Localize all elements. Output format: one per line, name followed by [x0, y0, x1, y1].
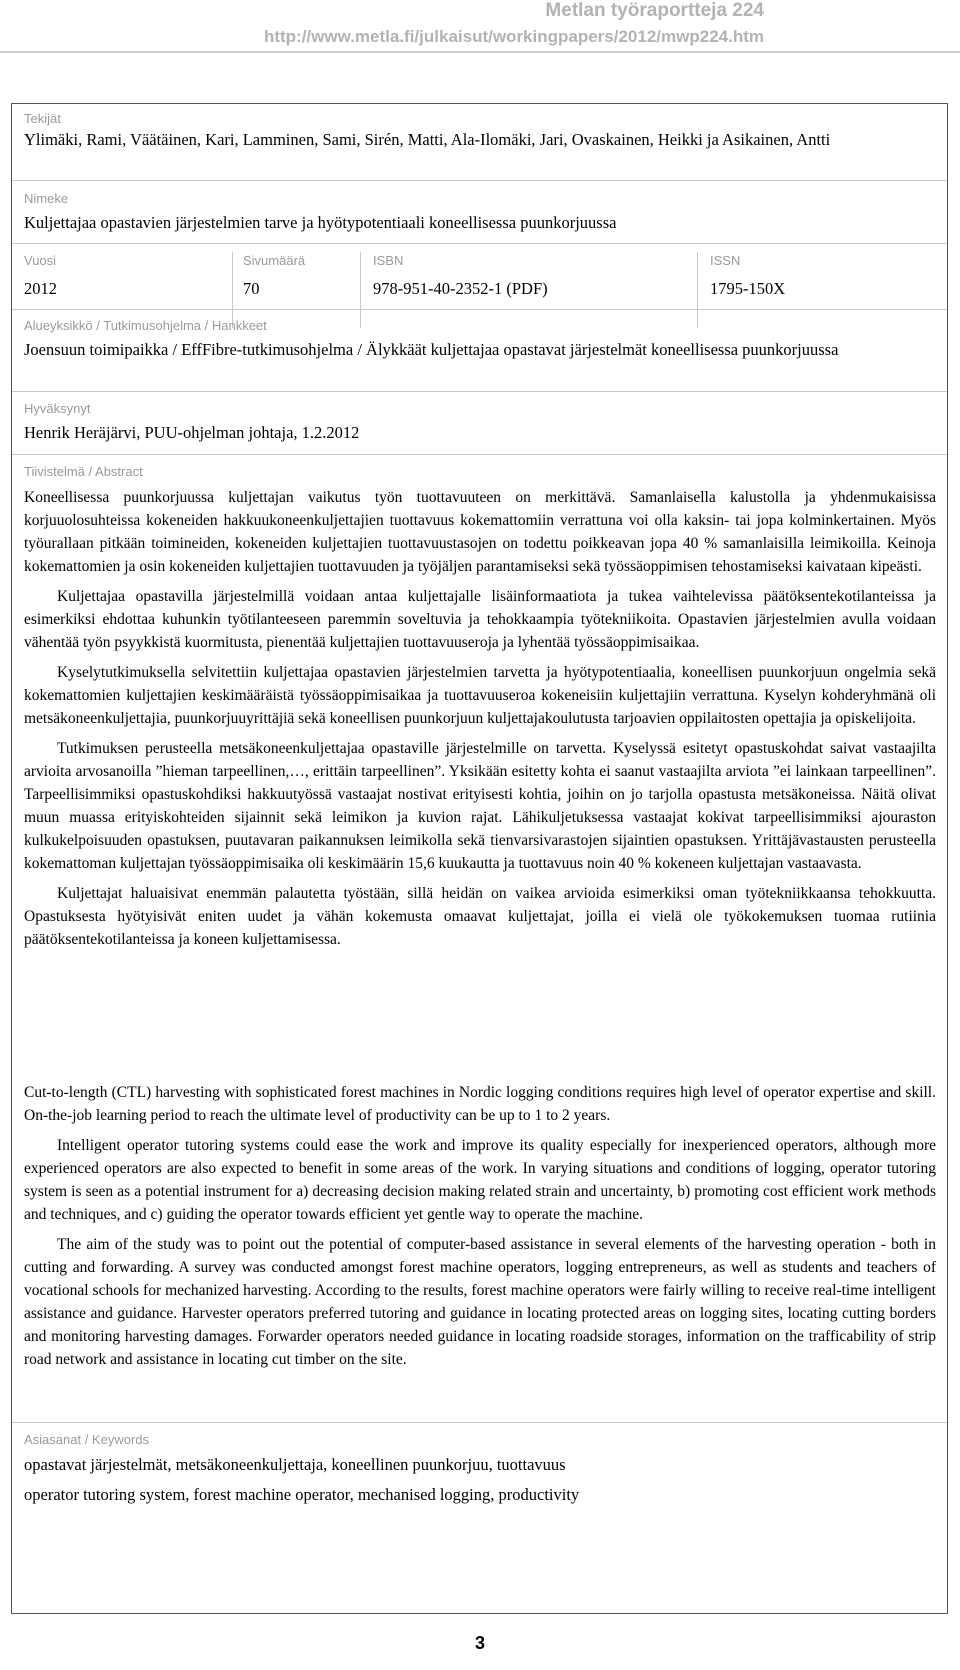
approved-label: Hyväksynyt — [24, 401, 91, 416]
header-divider — [0, 51, 960, 53]
year-cell — [24, 253, 57, 300]
title-label: Nimeke — [24, 191, 69, 206]
abstract-paragraph: Cut-to-length (CTL) harvesting with sophisticated forest machines in Nordic logging conditions requires high level of operator expertise and skill. On-the-job learning period to reach the ultimate level of productivity can be up to 1 to 2 years. — [24, 1084, 936, 1124]
pages-cell — [243, 253, 305, 300]
abstract-finnish — [24, 486, 936, 958]
authors-label: Tekijät — [24, 111, 61, 126]
divider — [12, 454, 947, 455]
divider — [12, 309, 947, 310]
isbn-label: ISBN — [373, 253, 404, 268]
keywords-label: Asiasanat / Keywords — [24, 1432, 150, 1447]
report-url[interactable]: http://www.metla.fi/julkaisut/workingpapers/2012/mwp224.htm — [263, 27, 764, 46]
column-divider — [360, 252, 361, 328]
year-label: Vuosi — [24, 253, 57, 268]
pages-value: 70 — [243, 279, 260, 298]
description-sheet — [11, 103, 948, 1614]
divider — [12, 180, 947, 181]
abstract-paragraph: Koneellisessa puunkorjuussa kuljettajan vaikutus työn tuottavuuteen on merkittävä. Samanlaisella kalustolla ja yhdenmukaisissa korjuuolosuhteissa kokeneiden hakkuukoneenkuljettajien tuottavuus kokemattomiin verrattuna voi olla kaksin- tai jopa kolminkertainen. Myös työurallaan pitkään toimineiden, kokeneiden kuljettajien tuottavuustasojen on todettu poikkeavan jopa 40 % samanlaisilla leimikoilla. Keinoja kokemattomien ja osin kokeneiden kuljettajien tuottavuuden ja työjäljen parantamiseksi sekä työssäoppimisen tehostamiseksi kaivataan kipeästi. — [24, 489, 936, 575]
divider — [12, 1422, 947, 1423]
abstract-label: Tiivistelmä / Abstract — [24, 464, 143, 479]
isbn-cell — [373, 253, 548, 300]
abstract-paragraph: Intelligent operator tutoring systems could ease the work and improve its quality especially for inexperienced operators, although more experienced operators are also expected to benefit in some areas of the work. In varying situations and conditions of logging, operator tutoring system is seen as a potential instrument for a) decreasing decision making related strain and uncertainty, b) promoting cost efficient work methods and techniques, and c) guiding the operator towards efficient yet gentle way to operate the machine. — [24, 1137, 936, 1223]
column-divider — [232, 252, 233, 328]
keywords-english: operator tutoring system, forest machine operator, mechanised logging, productivity — [24, 1485, 580, 1504]
unit-label: Alueyksikkö / Tutkimusohjelma / Hankkeet — [24, 318, 267, 333]
unit-value: Joensuun toimipaikka / EffFibre-tutkimusohjelma / Älykkäät kuljettajaa opastavat järjestelmät koneellisessa puunkorjuussa — [24, 340, 839, 359]
isbn-value: 978-951-40-2352-1 (PDF) — [373, 279, 548, 298]
abstract-paragraph: The aim of the study was to point out the potential of computer-based assistance in several elements of the harvesting operation - both in cutting and forwarding. A survey was conducted amongst forest machine operators, logging entrepreneurs, as well as students and teachers of vocational schools for mechanized harvesting. According to the results, forest machine operators were fairly willing to receive real-time intelligent assistance and guidance. Harvester operators preferred tutoring and guidance in locating protected areas on logging sites, locating cutting borders and monitoring harvesting damages. Forwarder operators needed guidance in locating roadside storages, information on the trafficability of strip road network and assistance in locating cut timber on the site. — [24, 1236, 936, 1368]
abstract-paragraph: Kuljettajaa opastavilla järjestelmillä voidaan antaa kuljettajalle lisäinformaatiota ja tukea vaihtelevissa päätöksentekotilanteissa ja esimerkiksi ehdottaa kuhunkin työtilanteeseen paremmin soveltuvia ja tehokkaampia työtekniikoita. Opastavien järjestelmien avulla voidaan vähentää työn psyykkistä kuormitusta, pienentää kuljettajien tuottavuuseroja ja lyhentää työssäoppimisaikaa. — [24, 588, 936, 651]
keywords-finnish: opastavat järjestelmät, metsäkoneenkuljettaja, koneellinen puunkorjuu, tuottavuus — [24, 1455, 566, 1474]
authors-value: Ylimäki, Rami, Väätäinen, Kari, Lamminen, Sami, Sirén, Matti, Ala-Ilomäki, Jari, Ovaskainen, Heikki ja Asikainen, Antti — [24, 130, 831, 149]
pages-label: Sivumäärä — [243, 253, 306, 268]
approved-value: Henrik Heräjärvi, PUU-ohjelman johtaja, 1.2.2012 — [24, 423, 360, 442]
abstract-paragraph: Tutkimuksen perusteella metsäkoneenkuljettajaa opastaville järjestelmille on tarvetta. Kyselyssä esitetyt opastuskohdat saivat vastaajilta arvioita arvosanoilla ”hieman tarpeellinen,…, erittäin tarpeellinen”. Yksikään esitetty kohta ei saanut vastaajilta arviota ”ei lainkaan tarpeellinen”. Tarpeellisimmiksi opastuskohdiksi hakkuutyössä vastaajat nostivat erityisesti kohtia, joihin on jo tarjolla opastusta metsäkoneissa. Näitä olivat muun muassa erityiskohteiden sijainnit sekä leimikon ja kuvion rajat. Lähikuljetuksessa vastaajat kokivat tarpeellisimmiksi ajouraston kulkukelpoisuuden opastuksen, puutavaran paikannuksen leimikolla sekä tienvarsivarastojen sijaintien opastuksen. Yrittäjävastausten perusteella kokemattoman kuljettajan työssäoppimisaika oli keskimäärin 15,6 kuukautta ja tuottavuus noin 40 % kokeneen kuljettajan vastaavasta. — [24, 740, 936, 872]
column-divider — [697, 252, 698, 328]
page-number: 3 — [474, 1633, 485, 1653]
abstract-english — [24, 1081, 936, 1378]
issn-label: ISSN — [710, 253, 741, 268]
series-title: Metlan työraportteja 224 — [545, 0, 764, 21]
divider — [12, 243, 947, 244]
abstract-paragraph: Kyselytutkimuksella selvitettiin kuljettajaa opastavien järjestelmien tarvetta ja hyötypotentiaalia, koneellisen puunkorjuun ongelmia sekä kokemattomien kuljettajien keskimääräistä työssäoppimisaikaa ja tuottavuuseroa kokeneisiin kuljettajiin verrattuna. Kyselyn kohderyhmänä oli metsäkoneenkuljettajia, puunkorjuuyrittäjiä sekä koneellisen puunkorjuun kuljettajakoulutusta tarjoavien oppilaitosten opettajia ja opiskelijoita. — [24, 664, 936, 727]
divider — [12, 391, 947, 392]
issn-value: 1795-150X — [710, 279, 786, 298]
title-value: Kuljettajaa opastavien järjestelmien tarve ja hyötypotentiaali koneellisessa puunkorjuussa — [24, 213, 617, 232]
year-value: 2012 — [24, 279, 57, 298]
abstract-paragraph: Kuljettajat haluaisivat enemmän palautetta työstään, sillä heidän on vaikea arvioida esimerkiksi oman työtekniikkaansa tehokkuutta. Opastuksesta hyötyisivät eniten uudet ja vähän kokemusta omaavat kuljettajat, joilla ei vielä ole työkokemuksen tuomaa rutiinia päätöksentekotilanteissa ja koneen kuljettamisessa. — [24, 885, 936, 948]
issn-cell — [710, 253, 785, 300]
